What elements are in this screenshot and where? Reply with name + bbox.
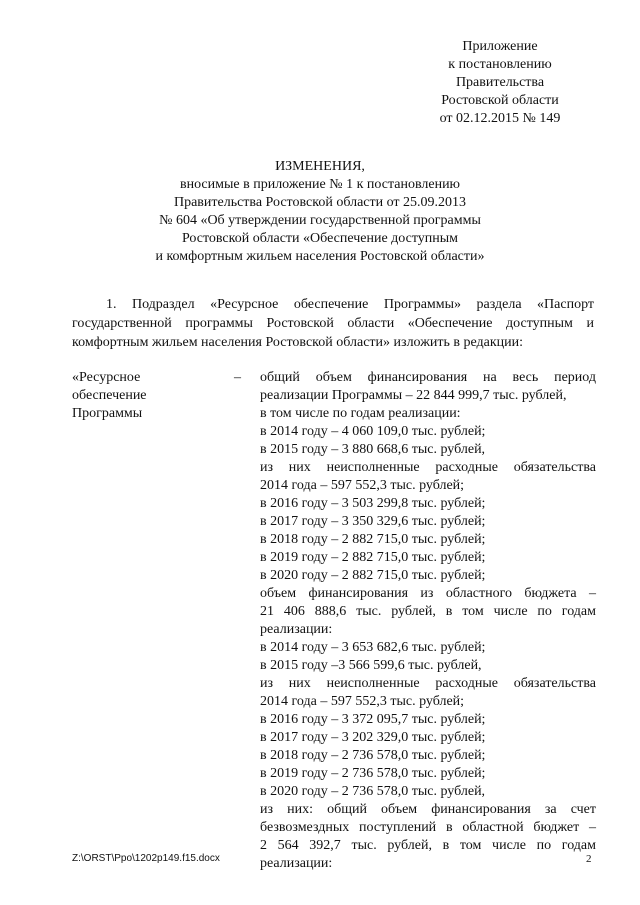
detail-line: общий объем финансирования на весь период bbox=[260, 370, 596, 385]
annex-block bbox=[380, 38, 620, 128]
detail-line: в 2018 году – 2 882 715,0 тыс. рублей; bbox=[260, 532, 486, 547]
title-line: вносимые в приложение № 1 к постановлению bbox=[179, 177, 461, 192]
detail-line: в том числе по годам реализации: bbox=[260, 406, 461, 421]
detail-line: безвозмездных поступлений в областной бюджет – bbox=[260, 820, 596, 835]
detail-line: в 2020 году – 2 736 578,0 тыс. рублей, bbox=[260, 784, 486, 799]
detail-line: объем финансирования из областного бюджета – bbox=[260, 586, 596, 601]
annex-line: Приложение bbox=[462, 39, 538, 54]
detail-line: в 2019 году – 2 882 715,0 тыс. рублей; bbox=[260, 550, 486, 565]
detail-line: 2014 года – 597 552,3 тыс. рублей; bbox=[260, 478, 465, 493]
detail-line: в 2017 году – 3 350 329,6 тыс. рублей; bbox=[260, 514, 486, 529]
body-paragraph bbox=[72, 295, 594, 352]
annex-line: Правительства bbox=[455, 75, 545, 90]
page-number: 2 bbox=[586, 853, 592, 865]
annex-line: от 02.12.2015 № 149 bbox=[439, 111, 561, 126]
detail-line: 2 564 392,7 тыс. рублей, в том числе по годам bbox=[260, 838, 596, 853]
detail-line: в 2014 году – 3 653 682,6 тыс. рублей; bbox=[260, 640, 486, 655]
title-heading: ИЗМЕНЕНИЯ, bbox=[275, 159, 365, 174]
footer-file-path: Z:\ORST\Ppo\1202p149.f15.docx bbox=[72, 853, 220, 864]
detail-line: в 2016 году – 3 372 095,7 тыс. рублей; bbox=[260, 712, 486, 727]
detail-line: реализации Программы – 22 844 999,7 тыс. рублей, bbox=[260, 388, 567, 403]
title-line: и комфортным жильем населения Ростовской области» bbox=[155, 249, 485, 264]
resource-label bbox=[72, 369, 222, 423]
separator-dash: – bbox=[234, 370, 241, 385]
annex-line: Ростовской области bbox=[441, 93, 559, 108]
detail-line: в 2019 году – 2 736 578,0 тыс. рублей; bbox=[260, 766, 486, 781]
detail-line: в 2014 году – 4 060 109,0 тыс. рублей; bbox=[260, 424, 486, 439]
detail-line: в 2020 году – 2 882 715,0 тыс. рублей; bbox=[260, 568, 486, 583]
detail-line: 2014 года – 597 552,3 тыс. рублей; bbox=[260, 694, 465, 709]
title-line: Ростовской области «Обеспечение доступным bbox=[181, 231, 459, 246]
detail-line: в 2018 году – 2 736 578,0 тыс. рублей; bbox=[260, 748, 486, 763]
detail-line: в 2015 году – 3 880 668,6 тыс. рублей, bbox=[260, 442, 486, 457]
detail-line: из них неисполненные расходные обязательства bbox=[260, 676, 596, 691]
detail-line: в 2017 году – 3 202 329,0 тыс. рублей; bbox=[260, 730, 486, 745]
label-line: Программы bbox=[72, 406, 143, 421]
title-line: Правительства Ростовской области от 25.09.2013 bbox=[173, 195, 467, 210]
label-line: «Ресурсное bbox=[72, 370, 141, 385]
detail-line: 21 406 888,6 тыс. рублей, в том числе по годам bbox=[260, 604, 596, 619]
detail-line: из них: общий объем финансирования за счет bbox=[260, 802, 596, 817]
title-line: № 604 «Об утверждении государственной программы bbox=[159, 213, 481, 228]
label-line: обеспечение bbox=[72, 388, 147, 403]
annex-line: к постановлению bbox=[448, 57, 552, 72]
detail-line: в 2015 году –3 566 599,6 тыс. рублей, bbox=[260, 658, 482, 673]
paragraph-text: 1. Подраздел «Ресурсное обеспечение Программы» раздела «Паспорт государственной программы Ростовской области «Обеспечение доступным и комфортным жильем населения Ростовской области» изложить в редакции: bbox=[72, 297, 594, 350]
document-title bbox=[60, 158, 580, 266]
detail-line: реализации: bbox=[260, 622, 333, 637]
resource-details bbox=[260, 369, 596, 873]
detail-line: из них неисполненные расходные обязательства bbox=[260, 460, 596, 475]
detail-line: реализации: bbox=[260, 856, 333, 871]
detail-line: в 2016 году – 3 503 299,8 тыс. рублей; bbox=[260, 496, 486, 511]
